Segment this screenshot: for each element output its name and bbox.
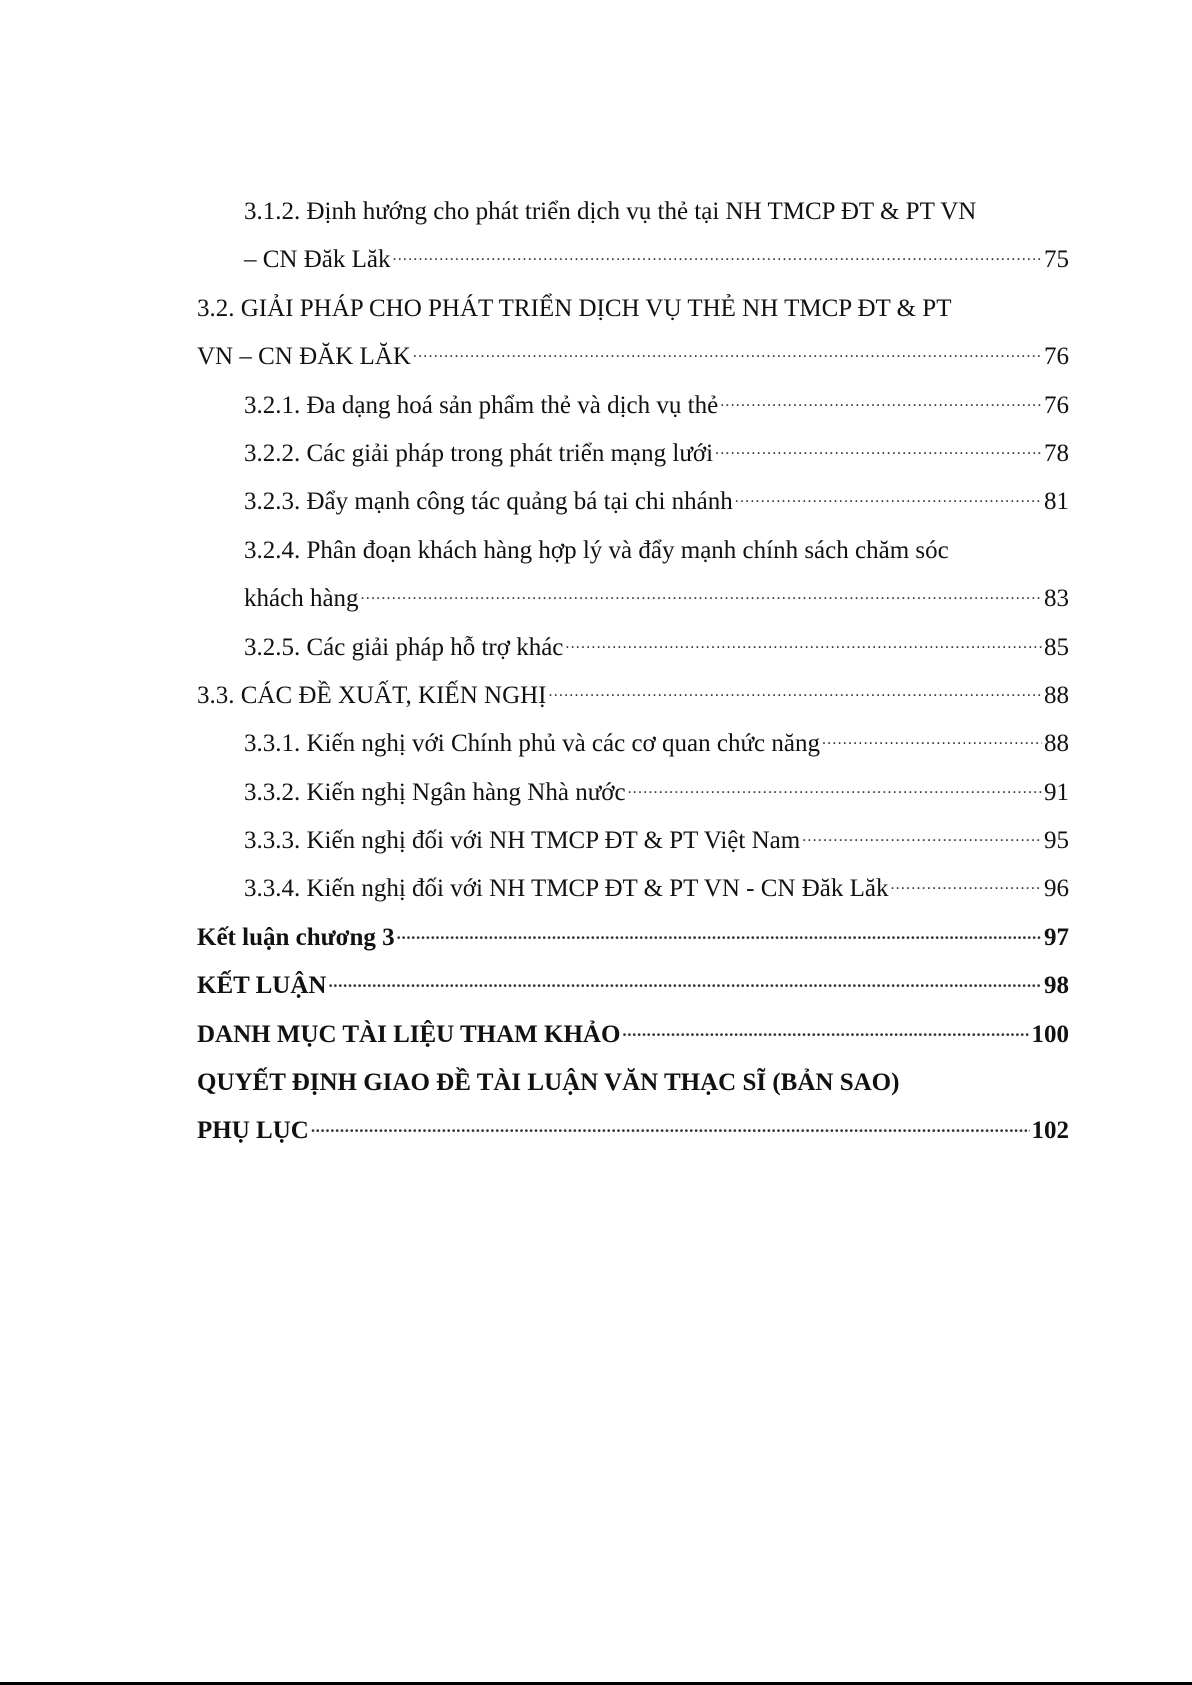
toc-entry-title: 3.2.2. Các giải pháp trong phát triển mạng lưới [244, 439, 714, 467]
toc-entry-title: 3.2. GIẢI PHÁP CHO PHÁT TRIỂN DỊCH VỤ THẺ NH TMCP ĐT & PT [197, 294, 952, 322]
toc-entry-title: 3.2.4. Phân đoạn khách hàng hợp lý và đẩy mạnh chính sách chăm sóc [244, 536, 949, 564]
toc-page-number: 81 [1044, 488, 1069, 516]
dot-leader [311, 1107, 1030, 1155]
toc-page-number: 88 [1044, 730, 1069, 758]
toc-entry [197, 430, 1069, 478]
dot-leader [397, 914, 1042, 962]
toc-entry [197, 1107, 1069, 1155]
toc-entry-title: khách hàng [244, 585, 359, 613]
dot-leader [715, 430, 1042, 478]
toc-page-number: 100 [1031, 1020, 1069, 1048]
toc-page-number: 91 [1044, 778, 1069, 806]
toc-entry [197, 865, 1069, 913]
toc-entry-title: PHỤ LỤC [197, 1117, 309, 1145]
toc-page-number: 102 [1031, 1117, 1069, 1145]
toc-entry-title: 3.3.2. Kiến nghị Ngân hàng Nhà nước [244, 778, 626, 806]
toc-page-number: 97 [1044, 923, 1069, 951]
toc-entry [197, 285, 1069, 333]
dot-leader [565, 624, 1042, 672]
toc-page-number: 98 [1044, 972, 1069, 1000]
toc-entry-title: KẾT LUẬN [197, 972, 327, 1000]
toc-entry-title: QUYẾT ĐỊNH GIAO ĐỀ TÀI LUẬN VĂN THẠC SĨ (BẢN SAO) [197, 1069, 900, 1097]
toc-entry [197, 575, 1069, 623]
toc-entry [197, 478, 1069, 526]
toc-entry [197, 382, 1069, 430]
toc-entry [197, 527, 1069, 575]
toc-page-number: 85 [1044, 633, 1069, 661]
toc-entry-title: 3.1.2. Định hướng cho phát triển dịch vụ thẻ tại NH TMCP ĐT & PT VN [244, 197, 977, 225]
dot-leader [628, 769, 1042, 817]
toc-page-number: 83 [1044, 585, 1069, 613]
toc-entry-title: – CN Đăk Lăk [244, 246, 391, 274]
toc-entry-title: 3.2.5. Các giải pháp hỗ trợ khác [244, 633, 564, 661]
dot-leader [822, 720, 1042, 768]
toc-entry [197, 624, 1069, 672]
dot-leader [735, 478, 1042, 526]
toc-entry-title: 3.2.3. Đẩy mạnh công tác quảng bá tại chi nhánh [244, 488, 733, 516]
toc-page-number: 76 [1044, 343, 1069, 371]
toc-entry [197, 962, 1069, 1010]
dot-leader [890, 865, 1042, 913]
toc-page-number: 78 [1044, 439, 1069, 467]
toc-entry [197, 188, 1069, 236]
toc-page-number: 96 [1044, 875, 1069, 903]
toc-entry [197, 817, 1069, 865]
toc-entry [197, 672, 1069, 720]
toc-page-number: 75 [1044, 246, 1069, 274]
toc-entry [197, 769, 1069, 817]
toc-page-number: 88 [1044, 681, 1069, 709]
dot-leader [328, 962, 1042, 1010]
toc-entry-title: 3.3.4. Kiến nghị đối với NH TMCP ĐT & PT VN - CN Đăk Lăk [244, 875, 889, 903]
table-of-contents [197, 188, 1069, 1156]
toc-entry [197, 333, 1069, 381]
toc-entry-title: VN – CN ĐĂK LĂK [197, 343, 411, 371]
dot-leader [549, 672, 1043, 720]
toc-entry-title: DANH MỤC TÀI LIỆU THAM KHẢO [197, 1020, 621, 1048]
toc-entry [197, 720, 1069, 768]
dot-leader [393, 236, 1043, 284]
toc-page-number: 76 [1044, 391, 1069, 419]
toc-entry [197, 236, 1069, 284]
toc-entry [197, 1059, 1069, 1107]
dot-leader [720, 382, 1042, 430]
dot-leader [622, 1011, 1029, 1059]
toc-page-number: 95 [1044, 827, 1069, 855]
toc-entry-title: 3.3.1. Kiến nghị với Chính phủ và các cơ quan chức năng [244, 730, 820, 758]
dot-leader [802, 817, 1042, 865]
dot-leader [361, 575, 1042, 623]
toc-entry-title: Kết luận chương 3 [197, 923, 395, 951]
toc-entry [197, 914, 1069, 962]
toc-entry-title: 3.3.3. Kiến nghị đối với NH TMCP ĐT & PT Việt Nam [244, 827, 801, 855]
toc-entry [197, 1011, 1069, 1059]
dot-leader [413, 333, 1042, 381]
toc-entry-title: 3.3. CÁC ĐỀ XUẤT, KIẾN NGHỊ [197, 681, 547, 709]
toc-entry-title: 3.2.1. Đa dạng hoá sản phẩm thẻ và dịch vụ thẻ [244, 391, 719, 419]
